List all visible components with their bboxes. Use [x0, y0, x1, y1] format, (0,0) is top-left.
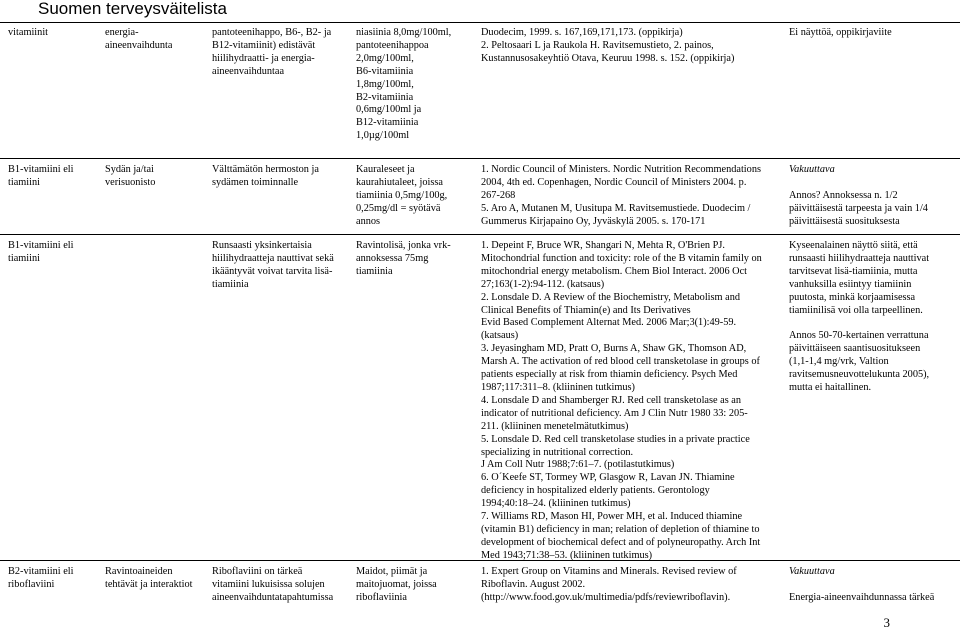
- cell-line: 1,0µg/100ml: [356, 130, 410, 142]
- cell-line: 211. (kliininen menetelmätutkimus): [481, 420, 629, 432]
- cell-references: [481, 27, 734, 66]
- cell-line: mitochondrial energy metabolism. Chem Biol Interact. 2006 Oct: [481, 265, 748, 277]
- cell-line: päivittäisestä tarpeesta ja vain 1/4: [789, 202, 928, 214]
- cell-line: aineenvaihduntatapahtumissa: [212, 591, 334, 603]
- cell-line: Energia-aineenvaihdunnassa tärkeä: [789, 591, 935, 603]
- cell-line: Duodecim, 1999. s. 167,169,171,173. (oppikirja): [481, 27, 683, 38]
- cell-line: tehtävät ja interaktiot: [105, 578, 193, 590]
- cell-line: Annos 50-70-kertainen verrattuna: [789, 330, 929, 342]
- cell-line: (1,1-1,4 mg/vrk, Valtion: [789, 356, 889, 368]
- cell-line: annoksessa 75mg: [356, 252, 429, 264]
- cell-line: development of biochemical defect and of polyneuropathy. Arch Int: [481, 536, 761, 548]
- cell-line: tiamiinia: [356, 265, 393, 277]
- cell-assessment: [789, 240, 929, 395]
- cell-substance: [8, 27, 48, 40]
- cell-line: 2004, 4th ed. Copenhagen, Nordic Council of Ministers 2004. p.: [481, 176, 747, 188]
- cell-line: 1994;40:18–24. (kliininen tutkimus): [481, 498, 631, 510]
- cell-line: Clinical Benefits of Thiamin(e) and Its Derivatives: [481, 304, 691, 316]
- cell-line: runsaasti hiilihydraatteja nauttivat: [789, 252, 930, 264]
- cell-line: tiamiini: [8, 252, 41, 264]
- cell-substance: [8, 240, 74, 266]
- cell-line: [789, 317, 929, 330]
- cell-line: Evid Based Complement Alternat Med. 2006 Mar;3(1):49-59.: [481, 317, 737, 329]
- cell-product-dose: [356, 164, 447, 229]
- cell-line: B1-vitamiini eli: [8, 240, 74, 251]
- cell-function-area: [105, 566, 193, 592]
- cell-claim: [212, 27, 331, 79]
- cell-line: pantoteenihappo, B6-, B2- ja: [212, 27, 332, 38]
- cell-line: (vitamin B1) deficiency in man; relation of depletion of thiamine to: [481, 523, 760, 535]
- cell-line: Ei näyttöä, oppikirjaviite: [789, 27, 892, 38]
- cell-assessment: [789, 27, 892, 40]
- cell-line: Ravintolisä, jonka vrk-: [356, 240, 451, 251]
- cell-line: riboflaviinia: [356, 591, 407, 603]
- cell-line: 2,0mg/100ml,: [356, 52, 414, 64]
- cell-line: hiilihydraatti- ja energia-: [212, 52, 315, 64]
- cell-line: vitamiinit: [8, 27, 49, 38]
- cell-line: aineenvaihdunta: [105, 39, 173, 51]
- cell-line: 4. Lonsdale D and Shamberger RJ. Red cell transketolase as an: [481, 394, 742, 406]
- cell-line: maitojuomat, joissa: [356, 578, 437, 590]
- cell-references: [481, 240, 762, 563]
- cell-claim: [212, 566, 333, 605]
- cell-substance: [8, 164, 74, 190]
- cell-line: (katsaus): [481, 330, 519, 342]
- cell-assessment: [789, 164, 928, 229]
- cell-line: 27;163(1-2):94-112. (katsaus): [481, 278, 605, 290]
- cell-product-dose: [356, 240, 451, 279]
- cell-claim: [212, 164, 319, 190]
- cell-line: ikääntyvät voivat tarvita lisä-: [212, 265, 333, 277]
- cell-references: [481, 164, 761, 229]
- cell-line: Med 1943;71:38–53. (kliininen tutkimus): [481, 549, 653, 561]
- cell-line: Välttämätön hermoston ja: [212, 164, 319, 175]
- cell-line: [789, 579, 934, 592]
- cell-line: pantoteenihappoa: [356, 39, 429, 51]
- cell-line: 1. Depeint F, Bruce WR, Shangari N, Mehta R, O'Brien PJ.: [481, 240, 725, 251]
- cell-line: aineenvaihduntaa: [212, 65, 285, 77]
- cell-line: Kauraleseet ja: [356, 164, 415, 175]
- cell-line: Sydän ja/tai: [105, 164, 154, 175]
- cell-substance: [8, 566, 74, 592]
- cell-line: deficiency in hospitalized elderly patients. Gerontology: [481, 485, 710, 497]
- cell-line: 1987;117:311–8. (kliininen tutkimus): [481, 381, 635, 393]
- cell-line: Riboflaviini on tärkeä: [212, 566, 303, 577]
- cell-line: energia-: [105, 27, 139, 38]
- cell-line: 5. Aro A, Mutanen M, Uusitupa M. Ravitsemustiede. Duodecim /: [481, 202, 751, 214]
- cell-line: Annos? Annoksessa n. 1/2: [789, 189, 898, 201]
- cell-line: Gummerus Kirjapaino Oy, Jyväskylä 2005. s. 170-171: [481, 215, 706, 227]
- cell-line: specializing in nutritional correction.: [481, 446, 634, 458]
- cell-line: ravitsemusneuvottelukunta 2005),: [789, 369, 930, 381]
- cell-line: hiilihydraatteja nauttivat sekä: [212, 252, 334, 264]
- cell-line: tarvitsevat lisä-tiamiinia, mutta: [789, 265, 918, 277]
- cell-line: 0,25mg/dl = syötävä: [356, 202, 441, 214]
- cell-line: tiamiini: [8, 176, 41, 188]
- cell-line: (http://www.food.gov.uk/multimedia/pdfs/reviewriboflavin).: [481, 591, 731, 603]
- cell-line: Runsaasti yksinkertaisia: [212, 240, 312, 251]
- cell-line: tiamiinia: [212, 278, 249, 290]
- cell-claim: [212, 240, 334, 292]
- cell-line: 267-268: [481, 189, 516, 201]
- cell-line: 6. O´Keefe ST, Tormey WP, Glasgow R, Lavan JN. Thiamine: [481, 472, 735, 484]
- cell-line: annos: [356, 215, 381, 227]
- cell-line: 2. Peltosaari L ja Raukola H. Ravitsemustieto, 2. painos,: [481, 39, 714, 51]
- cell-line: Marsh A. The activation of red blood cell transketolase in groups of: [481, 356, 760, 368]
- cell-line: 1. Nordic Council of Ministers. Nordic Nutrition Recommendations: [481, 164, 761, 175]
- cell-line: 5. Lonsdale D. Red cell transketolase studies in a private practice: [481, 433, 750, 445]
- cell-line: indicator of nutritional deficiency. Am J Clin Nutr 1980 33: 205-: [481, 407, 748, 419]
- cell-product-dose: [356, 27, 451, 143]
- cell-line: Kyseenalainen näyttö siitä, että: [789, 240, 918, 251]
- cell-line: B12-vitamiinit) edistävät: [212, 39, 316, 51]
- cell-line: J Am Coll Nutr 1988;7:61–7. (potilastutkimus): [481, 459, 675, 471]
- cell-line: 0,6mg/100ml ja: [356, 104, 422, 116]
- row-divider: [0, 234, 960, 235]
- cell-line: 3. Jeyasingham MD, Pratt O, Burns A, Shaw GK, Thomson AD,: [481, 343, 747, 355]
- cell-line: tiamiinia 0,5mg/100g,: [356, 189, 448, 201]
- cell-assessment: [789, 566, 934, 605]
- cell-line: päivittäisestä suosituksesta: [789, 215, 900, 227]
- page-title: Suomen terveysväitelista: [38, 0, 227, 18]
- cell-function-area: [105, 164, 155, 190]
- cell-line: 2. Lonsdale D. A Review of the Biochemistry, Metabolism and: [481, 291, 741, 303]
- cell-line: 1. Expert Group on Vitamins and Minerals. Revised review of: [481, 566, 737, 577]
- cell-line: mutta ei haitallinen.: [789, 381, 872, 393]
- cell-line: B2-vitamiinia: [356, 91, 414, 103]
- cell-line: kaurahiutaleet, joissa: [356, 176, 443, 188]
- evidence-rating: Vakuuttava: [789, 566, 835, 577]
- cell-line: niasiinia 8,0mg/100ml,: [356, 27, 452, 38]
- row-divider: [0, 158, 960, 159]
- cell-line: 7. Williams RD, Mason HI, Power MH, et al. Induced thiamine: [481, 511, 743, 523]
- cell-line: patients especially at risk from thiamin deficiency. Psych Med: [481, 369, 738, 381]
- cell-line: B1-vitamiini eli: [8, 164, 74, 175]
- cell-references: [481, 566, 737, 605]
- cell-line: B6-vitamiinia: [356, 65, 414, 77]
- cell-line: B12-vitamiinia: [356, 117, 419, 129]
- cell-line: 1,8mg/100ml,: [356, 78, 414, 90]
- cell-line: Riboflavin. August 2002.: [481, 578, 586, 590]
- cell-line: tiamiinilisä voi olla tarpeellinen.: [789, 304, 923, 316]
- cell-line: B2-vitamiini eli: [8, 566, 74, 577]
- cell-line: Ravintoaineiden: [105, 566, 173, 577]
- page-number: 3: [883, 615, 890, 630]
- cell-line: Kustannusosakeyhtiö Otava, Keuruu 1998. s. 152. (oppikirja): [481, 52, 735, 64]
- cell-line: puutosta, minkä korjaamisessa: [789, 291, 916, 303]
- cell-line: verisuonisto: [105, 176, 156, 188]
- cell-line: vanhuksilla esiintyy tiamiinin: [789, 278, 912, 290]
- cell-line: Maidot, piimät ja: [356, 566, 428, 577]
- cell-line: Mitochondrial function and toxicity: role of the B vitamin family on: [481, 252, 762, 264]
- cell-product-dose: [356, 566, 437, 605]
- page-header: [0, 0, 960, 23]
- cell-function-area: [105, 27, 172, 53]
- cell-line: sydämen toiminnalle: [212, 176, 299, 188]
- cell-line: [789, 177, 928, 190]
- row-divider: [0, 560, 960, 561]
- cell-line: vitamiini lukuisissa solujen: [212, 578, 325, 590]
- cell-line: päivittäiseen saantisuositukseen: [789, 343, 921, 355]
- evidence-rating: Vakuuttava: [789, 164, 835, 175]
- cell-line: riboflaviini: [8, 578, 55, 590]
